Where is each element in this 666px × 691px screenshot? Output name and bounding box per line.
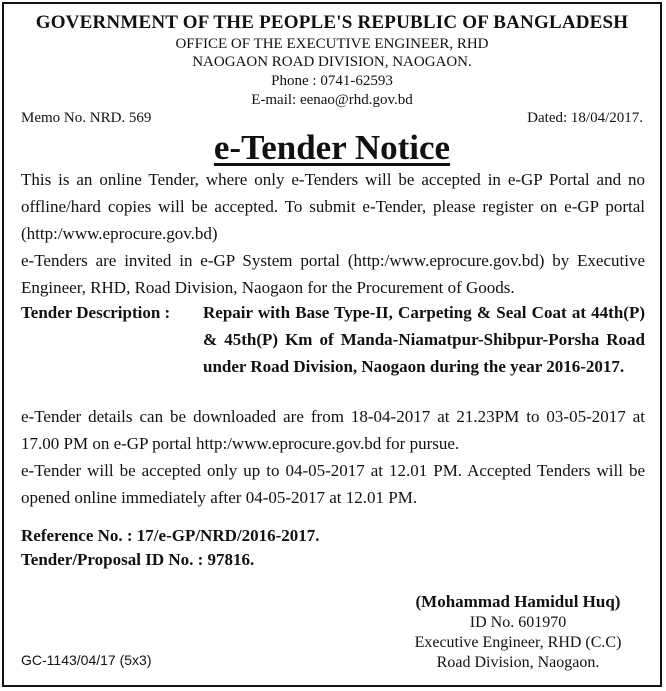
tender-description-label: Tender Description : [21,303,171,322]
intro-paragraph: This is an online Tender, where only e-Tenders will be accepted in e-GP Portal and no offline/hard copies will be accepted. To submit e-Tender, please register on e-GP portal (http:/www.eprocure.gov.bd) [21,170,645,243]
notice-title-text: e-Tender Notice [213,128,451,167]
tender-notice [2,2,662,687]
invite-paragraph: e-Tenders are invited in e-GP System portal (http:/www.eprocure.gov.bd) by Executive Engineer, RHD, Road Division, Naogaon for the Procurement of Goods. [21,251,645,297]
tender-id: Tender/Proposal ID No. : 97816. [21,550,255,569]
date: Dated: 18/04/2017. [527,110,643,126]
reference-number: Reference No. : 17/e-GP/NRD/2016-2017. [21,526,320,545]
signatory-name: (Mohammad Hamidul Huq) [415,592,621,611]
tender-description-text: Repair with Base Type-II, Carpeting & Seal Coat at 44th(P) & 45th(P) Km of Manda-Niamatpur-Shibpur-Porsha Road under Road Division, Naogaon during the year 2016-2017. [203,303,645,376]
signatory-designation: Executive Engineer, RHD (C.C) [414,634,622,651]
accept-paragraph: e-Tender will be accepted only up to 04-05-2017 at 12.01 PM. Accepted Tenders will be opened online immediately after 04-05-2017 at 12.01 PM. [21,461,645,507]
email-address: E-mail: eenao@rhd.gov.bd [251,92,413,108]
office-name: OFFICE OF THE EXECUTIVE ENGINEER, RHD [175,36,489,52]
signatory-office: Road Division, Naogaon. [436,654,600,671]
phone-number: Phone : 0741-62593 [271,73,393,89]
division-name: NAOGAON ROAD DIVISION, NAOGAON. [192,54,472,70]
footer-code: GC-1143/04/17 (5x3) [21,652,152,668]
government-heading: GOVERNMENT OF THE PEOPLE'S REPUBLIC OF BANGLADESH [35,12,629,33]
download-paragraph: e-Tender details can be downloaded are from 18-04-2017 at 21.23PM to 03-05-2017 at 17.00 PM on e-GP portal http:/www.eprocure.gov.bd for pursue. [21,407,645,453]
notice-title [4,128,660,168]
memo-number: Memo No. NRD. 569 [21,110,152,126]
signatory-id: ID No. 601970 [469,614,567,631]
